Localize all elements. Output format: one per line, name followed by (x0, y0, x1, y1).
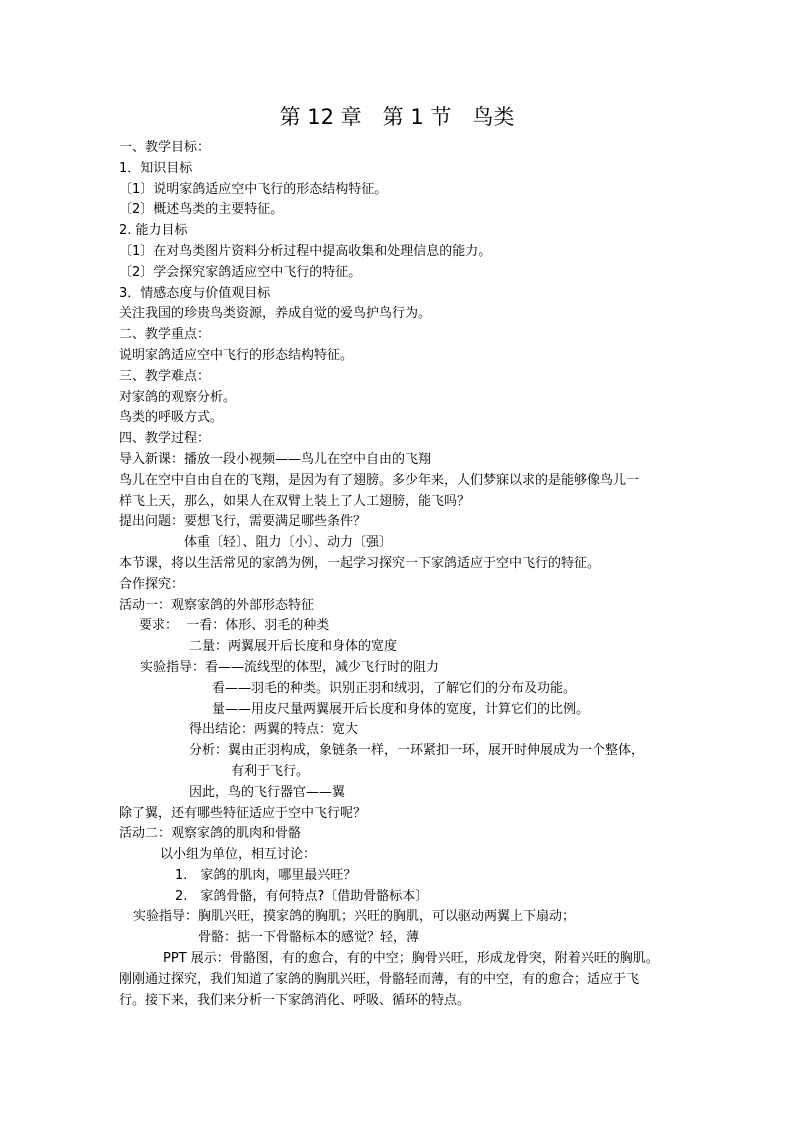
text-line: 骨骼：掂一下骨骼标本的感觉？轻，薄 (198, 930, 420, 946)
text-line: 对家鸽的观察分析。 (119, 389, 237, 405)
text-line: 体重〔轻〕、阻力〔小〕、动力〔强〕 (184, 535, 393, 551)
text-line: PPT 展示：骨骼图，有的愈合，有的中空；胸骨兴旺，形成龙骨突，附着兴旺的胸肌。 (163, 951, 659, 967)
text-line: 量——用皮尺量两翼展开后长度和身体的宽度，计算它们的比例。 (212, 701, 590, 717)
text-line: 二量：两翼展开后长度和身体的宽度 (189, 639, 398, 655)
text-line: 导入新课：播放一段小视频——鸟儿在空中自由的飞翔 (119, 451, 432, 467)
text-line: 看——羽毛的种类。识别正羽和绒羽，了解它们的分布及功能。 (212, 680, 577, 696)
list-item: 2. 家鸽骨骼，有何特点?〔借助骨骼标本〕 (175, 888, 429, 904)
text-line: 要求： 一看：体形、羽毛的种类 (139, 618, 330, 634)
text-line: 活动二：观察家鸽的肌肉和骨骼 (119, 826, 302, 842)
text-line: 提出问题：要想飞行，需要满足哪些条件？ (119, 514, 367, 530)
text-line: 样飞上天，那么，如果人在双臂上装上了人工翅膀，能飞吗？ (119, 493, 471, 509)
text-line: 实验指导：看——流线型的体型，减少飞行时的阻力 (140, 659, 440, 675)
text-line: 一、教学目标： (119, 140, 211, 155)
text-line: 说明家鸽适应空中飞行的形态结构特征。 (119, 347, 354, 363)
text-line: 鸟儿在空中自由自在的飞翔，是因为有了翅膀。多少年来，人们梦寐以求的是能够像鸟儿一 (119, 472, 640, 488)
text-line: 1．知识目标 (119, 160, 193, 176)
text-line: 〔2〕概述鸟类的主要特征。 (119, 202, 284, 218)
text-line: 行。接下来，我们来分析一下家鸽消化、呼吸、循环的特点。 (119, 992, 471, 1008)
list-item: 1. 家鸽的肌肉，哪里最兴旺？ (175, 867, 357, 883)
text-line: 得出结论：两翼的特点：宽大 (189, 722, 359, 738)
text-line: 二、教学重点： (119, 327, 211, 343)
text-line: 四、教学过程： (119, 431, 211, 447)
text-line: 〔2〕学会探究家鸽适应空中飞行的特征。 (119, 264, 362, 280)
text-line: 3．情感态度与价值观目标 (119, 285, 271, 301)
text-line: 2. 能力目标 (119, 223, 188, 239)
text-line: 〔1〕说明家鸽适应空中飞行的形态结构特征。 (119, 181, 388, 197)
text-line: 因此，鸟的飞行器官——翼 (189, 784, 346, 800)
text-line: 关注我国的珍贵鸟类资源，养成自觉的爱鸟护鸟行为。 (119, 306, 432, 322)
text-line: 活动一：观察家鸽的外部形态特征 (119, 597, 315, 613)
text-line: 除了翼，还有哪些特征适应于空中飞行呢？ (119, 805, 367, 821)
text-line: 合作探究： (119, 576, 185, 592)
text-line: 刚刚通过探究，我们知道了家鸽的胸肌兴旺，骨骼轻而薄，有的中空，有的愈合；适应于飞 (119, 971, 640, 987)
text-line: 实验指导：胸肌兴旺，摸家鸽的胸肌；兴旺的胸肌，可以驱动两翼上下扇动； (133, 909, 576, 925)
text-line: 本节课，将以生活常见的家鸽为例，一起学习探究一下家鸽适应于空中飞行的特征。 (119, 555, 601, 571)
text-line: 以小组为单位，相互讨论： (160, 847, 317, 863)
text-line: 〔1〕在对鸟类图片资料分析过程中提高收集和处理信息的能力。 (119, 243, 492, 259)
document-body (119, 138, 694, 1011)
text-line: 鸟类的呼吸方式。 (119, 410, 224, 426)
text-line: 三、教学难点： (119, 368, 211, 384)
text-line: 分析：翼由正羽构成，象链条一样，一环紧扣一环，展开时伸展成为一个整体， (189, 743, 645, 759)
page-title: 第 12 章 第 1 节 鸟类 (279, 105, 515, 129)
text-line: 有利于飞行。 (231, 763, 310, 779)
